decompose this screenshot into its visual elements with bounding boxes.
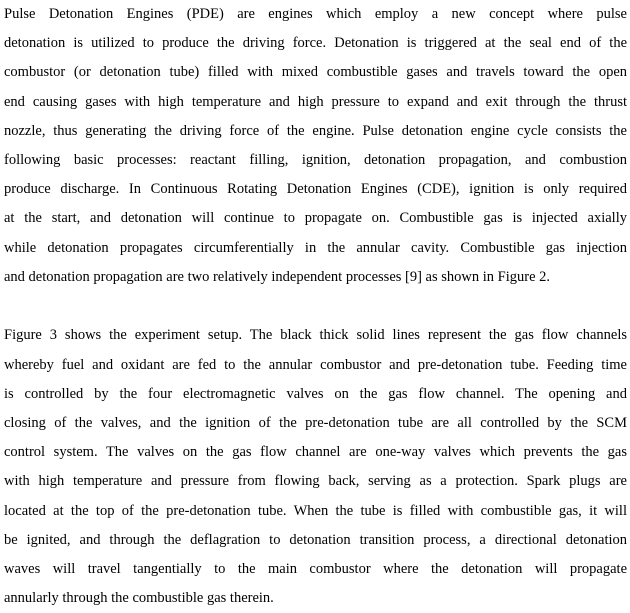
- text-line: while detonation propagates circumferentially in the annular cavity. Combustible gas injection: [4, 239, 627, 256]
- paragraph-pde-intro: [4, 0, 627, 292]
- paragraph-spacer: [4, 292, 627, 322]
- text-line: following basic processes: reactant filling, ignition, detonation propagation, and combustion: [4, 151, 627, 168]
- text-line: with high temperature and pressure from flowing back, serving as a protection. Spark plugs are: [4, 473, 627, 490]
- text-line: waves will travel tangentially to the main combustor where the detonation will propagate: [4, 560, 627, 577]
- text-line: detonation is utilized to produce the driving force. Detonation is triggered at the seal end of the: [4, 35, 627, 52]
- text-line: closing of the valves, and the ignition of the pre-detonation tube are all controlled by the SCM: [4, 414, 627, 431]
- text-line: combustor (or detonation tube) filled with mixed combustible gases and travels toward the open: [4, 64, 627, 81]
- text-line: Figure 3 shows the experiment setup. The black thick solid lines represent the gas flow channels: [4, 327, 627, 344]
- text-line: Pulse Detonation Engines (PDE) are engines which employ a new concept where pulse: [4, 6, 627, 22]
- text-line: whereby fuel and oxidant are fed to the annular combustor and pre-detonation tube. Feeding time: [4, 356, 627, 373]
- text-line: is controlled by the four electromagnetic valves on the gas flow channel. The opening and: [4, 385, 627, 402]
- paragraph-experiment-setup: [4, 321, 627, 613]
- text-line: annularly through the combustible gas therein.: [4, 590, 274, 607]
- text-line: produce discharge. In Continuous Rotating Detonation Engines (CDE), ignition is only required: [4, 181, 627, 198]
- document-page: [4, 0, 627, 613]
- text-line: end causing gases with high temperature and high pressure to expand and exit through the thrust: [4, 93, 627, 110]
- text-line: be ignited, and through the deflagration to detonation transition process, a directional detonation: [4, 531, 627, 548]
- text-line: at the start, and detonation will continue to propagate on. Combustible gas is injected axially: [4, 210, 627, 227]
- text-line: control system. The valves on the gas flow channel are one-way valves which prevents the gas: [4, 444, 627, 461]
- text-line: nozzle, thus generating the driving force of the engine. Pulse detonation engine cycle consists the: [4, 122, 627, 139]
- text-line: and detonation propagation are two relatively independent processes [9] as shown in Figure 2.: [4, 268, 551, 285]
- text-line: located at the top of the pre-detonation tube. When the tube is filled with combustible gas, it will: [4, 502, 627, 519]
